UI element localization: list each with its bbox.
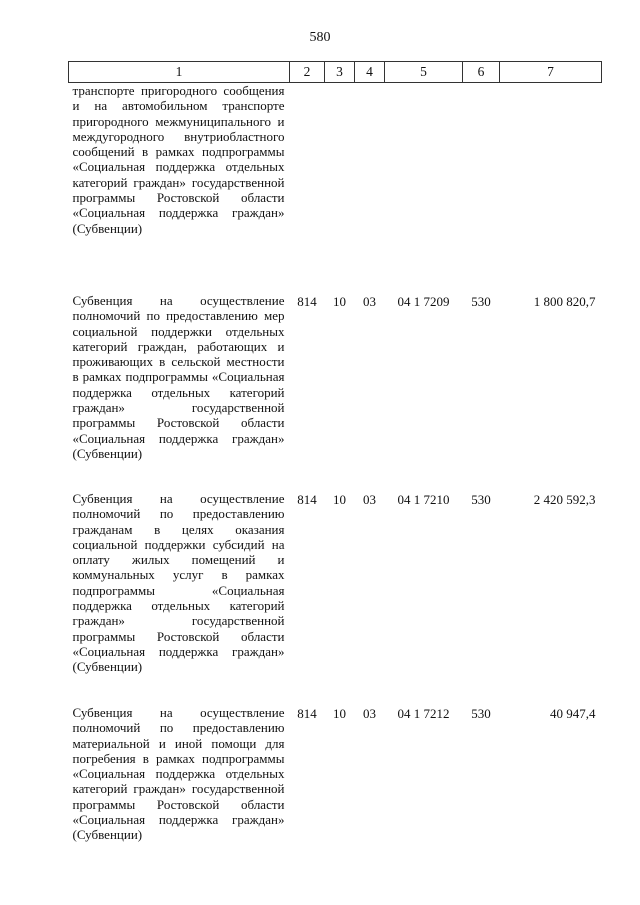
section-code: 10 <box>333 492 346 507</box>
column-header-7: 7 <box>500 62 602 83</box>
table-row <box>69 490 602 704</box>
subsection-code: 03 <box>363 294 376 309</box>
column-header-1: 1 <box>69 62 290 83</box>
page-number: 580 <box>309 30 331 45</box>
row-description: Субвенция на осуществление полномочий по предоставлению материальной и иной помощи для погребения в рамках подпрограммы «Социальная поддержка отдельных категорий граждан» государственной программы Ростовской области «Социальная поддержка граждан» (Субвенции) <box>72 705 285 843</box>
section-code: 10 <box>333 706 346 721</box>
target-article-code <box>385 83 463 293</box>
row-description: транспорте пригородного сообщения и на автомобильном транспорте пригородного межмуниципального и междугородного внутриобластного сообщений в рамках подпрограммы «Социальная поддержка отдельных категорий граждан» государственной программы Ростовской области «Социальная поддержка граждан» (Субвенции) <box>72 83 285 236</box>
section-code <box>325 83 355 293</box>
table-row <box>69 83 602 293</box>
expense-type-code: 530 <box>471 294 491 309</box>
ministry-code <box>290 83 325 293</box>
ministry-code: 814 <box>297 492 317 507</box>
expense-type-code <box>463 83 500 293</box>
column-header-2: 2 <box>290 62 325 83</box>
table-row <box>69 292 602 490</box>
column-header-6: 6 <box>463 62 500 83</box>
amount: 40 947,4 <box>550 706 596 721</box>
expense-type-code: 530 <box>471 706 491 721</box>
column-header-4: 4 <box>355 62 385 83</box>
header-row <box>69 62 602 83</box>
table-row <box>69 704 602 843</box>
amount <box>500 83 602 293</box>
ministry-code: 814 <box>297 706 317 721</box>
subsection-code <box>355 83 385 293</box>
subsection-code: 03 <box>363 492 376 507</box>
target-article-code: 04 1 7210 <box>397 492 450 507</box>
row-description: Субвенция на осуществление полномочий по предоставлению мер социальной поддержки отдельных категорий граждан, работающих и проживающих в сельской местности в рамках подпрограммы «Социальная поддержка отдельных категорий граждан» государственной программы Ростовской области «Социальная поддержка граждан» (Субвенции) <box>72 293 285 461</box>
subsection-code: 03 <box>363 706 376 721</box>
section-code: 10 <box>333 294 346 309</box>
column-header-3: 3 <box>325 62 355 83</box>
amount: 1 800 820,7 <box>533 294 596 309</box>
budget-table <box>68 61 602 843</box>
row-description: Субвенция на осуществление полномочий по предоставлению гражданам в целях оказания социальной поддержки субсидий на оплату жилых помещений и коммунальных услуг в рамках подпрограммы «Социальная поддержка отдельных категорий граждан» государственной программы Ростовской области «Социальная поддержка граждан» (Субвенции) <box>72 491 285 675</box>
target-article-code: 04 1 7212 <box>397 706 450 721</box>
ministry-code: 814 <box>297 294 317 309</box>
target-article-code: 04 1 7209 <box>397 294 450 309</box>
amount: 2 420 592,3 <box>533 492 596 507</box>
column-header-5: 5 <box>385 62 463 83</box>
expense-type-code: 530 <box>471 492 491 507</box>
